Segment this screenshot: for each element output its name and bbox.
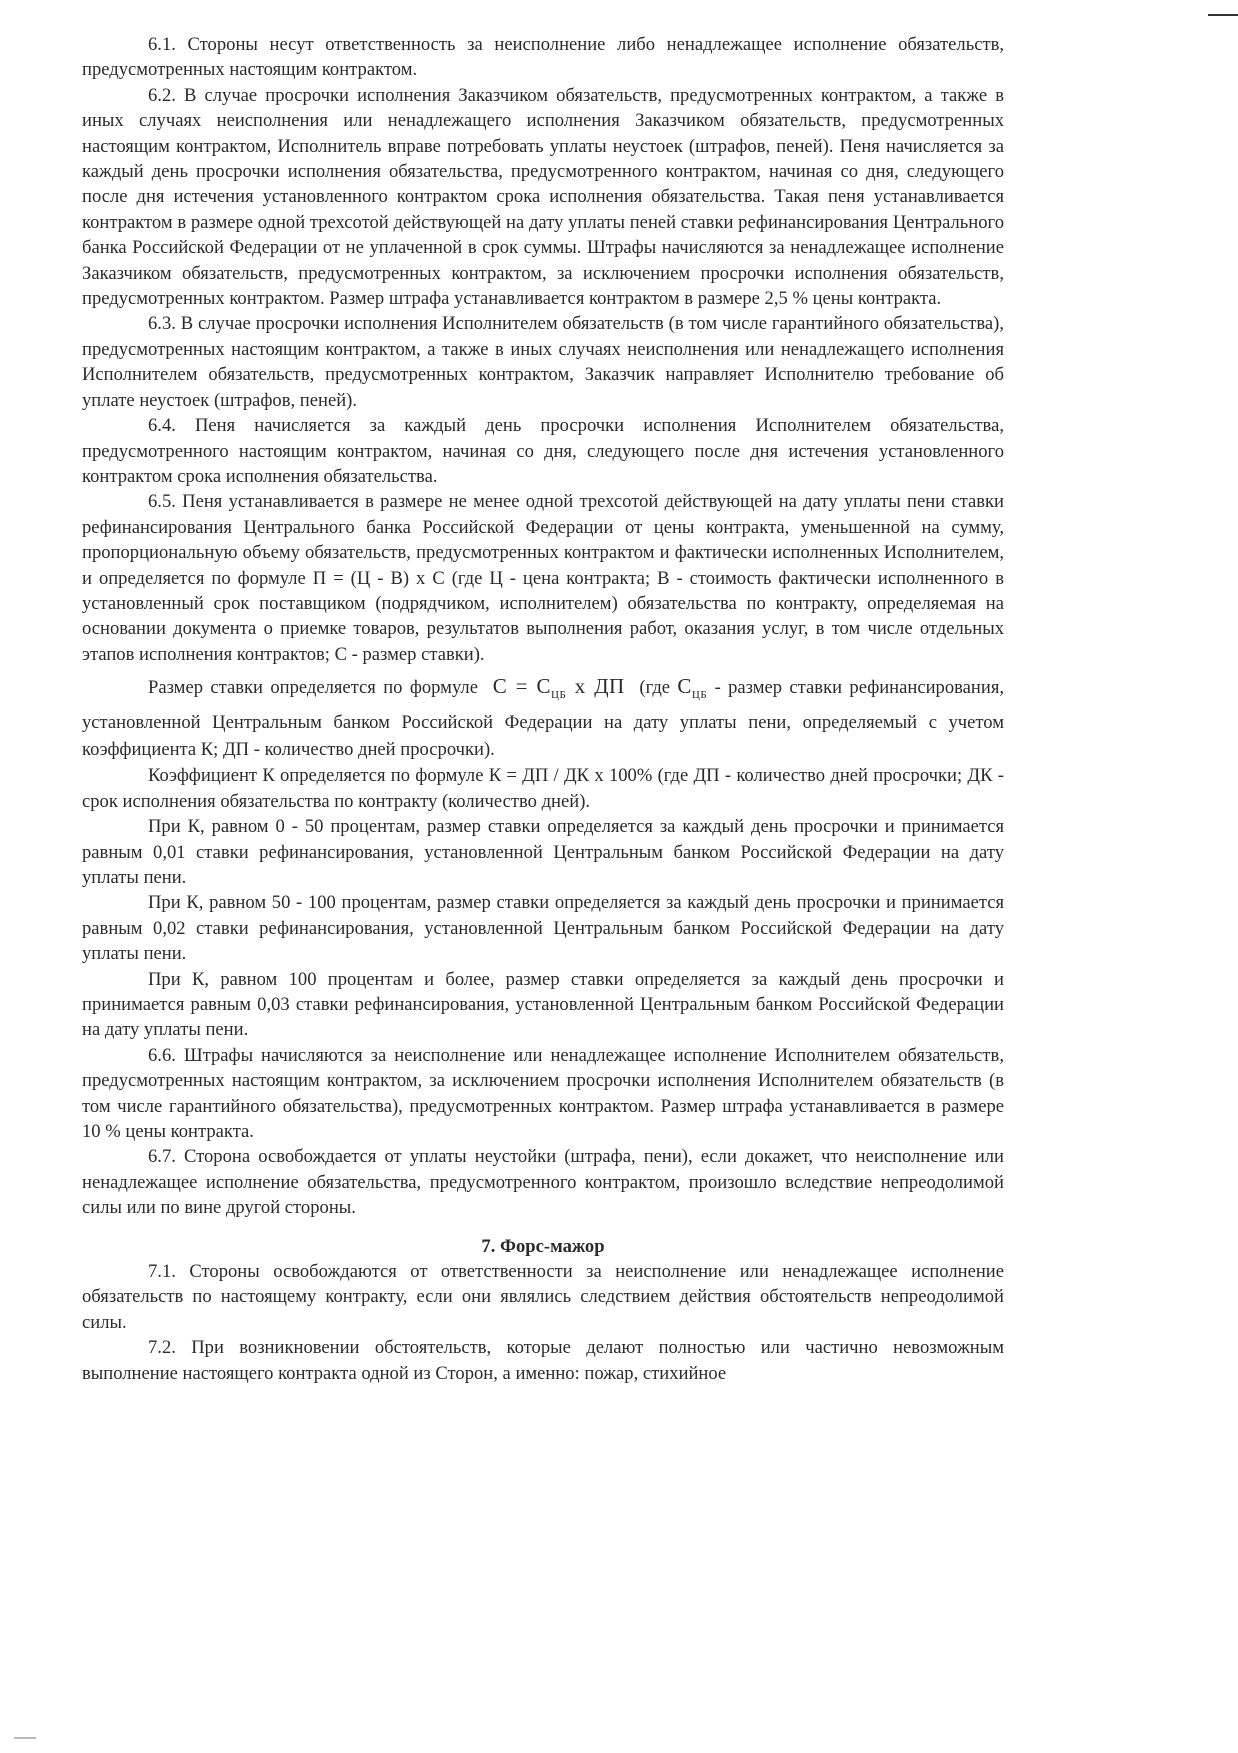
paragraph-coefficient: Коэффициент К определяется по формуле К = ДП / ДК х 100% (где ДП - количество дней просрочки; ДК - срок исполнения обязательства по контракту (количество дней). [82, 765, 1004, 812]
formula-part: С [677, 674, 692, 699]
paragraph-k-50-100: При К, равном 50 - 100 процентам, размер ставки определяется за каждый день просрочки и принимается равным 0,02 ставки рефинансирования, установленной Центральным банком Российской Федерации на дату уплаты пени. [82, 892, 1004, 965]
document-page [82, 32, 1004, 1386]
paragraph-7-1: 7.1. Стороны освобождаются от ответственности за неисполнение или ненадлежащее исполнение обязательств по настоящему контракту, если они являлись следствием действия обстоятельств непреодолимой силы. [82, 1261, 1004, 1333]
formula-mid-text: (где [639, 677, 671, 699]
paragraph-6-2: 6.2. В случае просрочки исполнения Заказчиком обязательств, предусмотренных контрактом, а также в иных случаях неисполнения или ненадлежащего исполнения Заказчиком обязательств, предусмотренных настоящим контрактом, Исполнитель вправе потребовать уплаты неустоек (штрафов, пеней). Пеня начисляется за каждый день просрочки исполнения обязательства, предусмотренного контрактом, начиная со дня, следующего после дня истечения установленного контрактом срока исполнения обязательства. Такая пеня устанавливается контрактом в размере одной трехсотой действующей на дату уплаты пеней ставки рефинансирования Центрального банка Российской Федерации от не уплаченной в срок суммы. Штрафы начисляются за ненадлежащее исполнение Заказчиком обязательств, предусмотренных контрактом, за исключением просрочки исполнения обязательств, предусмотренных контрактом. Размер штрафа устанавливается контрактом в размере 2,5 % цены контракта. [82, 84, 1004, 310]
paragraph-6-4: 6.4. Пеня начисляется за каждый день просрочки исполнения Исполнителем обязательства, предусмотренного настоящим контрактом, начиная со дня, следующего после дня истечения установленного контрактом срока исполнения обязательства. [82, 415, 1004, 487]
section-7-heading: 7. Форс-мажор [481, 1235, 605, 1257]
paragraph-k-0-50: При К, равном 0 - 50 процентам, размер ставки определяется за каждый день просрочки и принимается равным 0,01 ставки рефинансирования, установленной Центральным банком Российской Федерации на дату уплаты пени. [82, 816, 1004, 888]
formula [492, 674, 625, 702]
paragraph-7-2: 7.2. При возникновении обстоятельств, которые делают полностью или частично невозможным выполнение настоящего контракта одной из Сторон, а именно: пожар, стихийное [82, 1337, 1004, 1384]
paragraph-6-3: 6.3. В случае просрочки исполнения Исполнителем обязательств (в том числе гарантийного обязательства), предусмотренных настоящим контрактом, а также в иных случаях неисполнения или ненадлежащего исполнения Исполнителем обязательств, предусмотренных контрактом, Заказчик направляет Исполнителю требование об уплате неустоек (штрафов, пеней). [82, 313, 1004, 411]
paragraph-6-1: 6.1. Стороны несут ответственность за неисполнение либо ненадлежащее исполнение обязательств, предусмотренных настоящим контрактом. [82, 34, 1004, 81]
paragraph-6-7: 6.7. Сторона освобождается от уплаты неустойки (штрафа, пени), если докажет, что неисполнение или ненадлежащее исполнение обязательства, предусмотренного контрактом, произошло вследствие непреодолимой силы или по вине другой стороны. [82, 1146, 1004, 1219]
scan-edge-mark [1208, 14, 1238, 16]
formula-lead-text: Размер ставки определяется по формуле [148, 677, 478, 699]
formula-part: С = С [492, 674, 551, 699]
formula-tail-text: - размер ставки рефинансирования, установленной Центральным банком Российской Федерации на дату уплаты пени, определяемый с учетом коэффициента К; ДП - количество дней просрочки). [82, 677, 1005, 761]
formula-part: х ДП [566, 674, 625, 699]
scan-edge-mark [14, 1737, 36, 1739]
formula-symbol [677, 674, 708, 702]
paragraph-6-5: 6.5. Пеня устанавливается в размере не менее одной трехсотой действующей на дату уплаты пени ставки рефинансирования Центрального банка Российской Федерации от цены контракта, уменьшенной на сумму, пропорциональную объему обязательств, предусмотренных контрактом и фактически исполненных Исполнителем, и определяется по формуле П = (Ц - В) х С (где Ц - цена контракта; В - стоимость фактически исполненного в установленный срок поставщиком (подрядчиком, исполнителем) обязательства по контракту, определяемая на основании документа о приемке товаров, результатов выполнения работ, оказания услуг, в том числе отдельных этапов исполнения контрактов; С - размер ставки). [82, 491, 1004, 665]
formula-subscript: ЦБ [691, 689, 708, 702]
paragraph-rate-formula [82, 673, 1004, 763]
paragraph-6-6: 6.6. Штрафы начисляются за неисполнение или ненадлежащее исполнение Исполнителем обязательств, предусмотренных настоящим контрактом, за исключением просрочки исполнения Исполнителем обязательств (в том числе гарантийного обязательства), предусмотренных контрактом. Размер штрафа устанавливается в размере 10 % цены контракта. [82, 1044, 1004, 1143]
formula-subscript: ЦБ [551, 689, 567, 702]
paragraph-k-100: При К, равном 100 процентам и более, размер ставки определяется за каждый день просрочки и принимается равным 0,03 ставки рефинансирования, установленной Центральным банком Российской Федерации на дату уплаты пени. [82, 968, 1004, 1041]
